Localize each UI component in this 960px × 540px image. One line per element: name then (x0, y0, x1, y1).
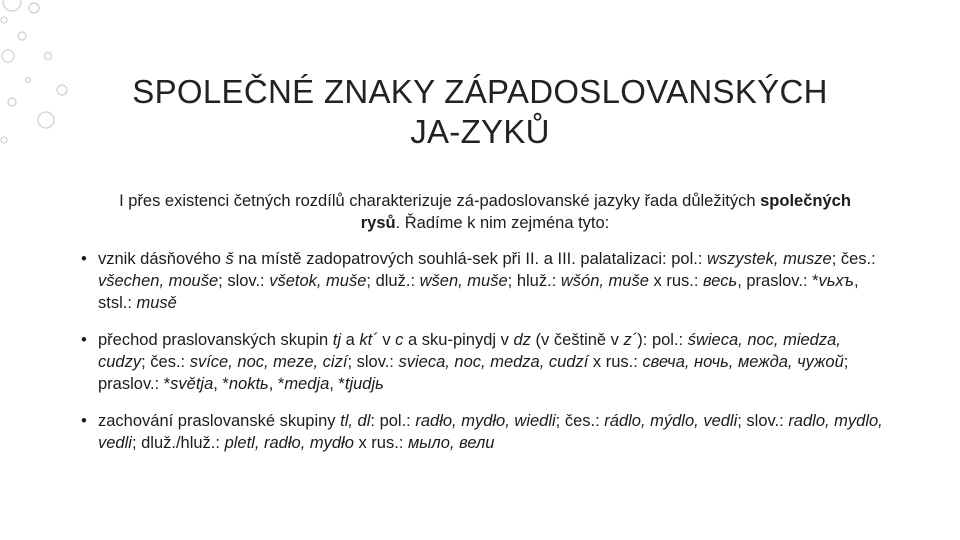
bullet-example-text: rádlo, mýdlo, vedli (604, 412, 738, 430)
bullet-example-text: z´ (623, 331, 638, 349)
bullet-text: a (341, 331, 360, 349)
bullet-example-text: všechen, mouše (98, 272, 219, 290)
bullet-marker: • (81, 250, 87, 268)
decorative-circle (29, 3, 39, 13)
bullet-example-text: svíce, noc, meze, cizí (189, 353, 348, 371)
bullet-text: ; čes.: (141, 353, 190, 371)
bullet-text: , * (213, 375, 229, 393)
bullet-text: ; dluž.: (366, 272, 420, 290)
decorative-circle (18, 32, 26, 40)
bullet-marker: • (81, 412, 87, 430)
bullet-example-text: radło, mydło, wiedli (415, 412, 556, 430)
bullet-example-text: kt´ (359, 331, 378, 349)
bullet-example-text: свеча, ночь, межда, чужой (642, 353, 844, 371)
bullet-example-text: мыло, вели (407, 434, 495, 452)
intro-emphasis: společných rysů (360, 192, 851, 232)
bullet-text: : pol.: (370, 412, 416, 430)
bullet-example-text: noktь (228, 375, 269, 393)
bullet-example-text: musě (136, 294, 177, 312)
bullet-text: ; čes.: (831, 250, 876, 268)
bullet-text: v (377, 331, 396, 349)
bullet-text: přechod praslovanských skupin (98, 331, 333, 349)
intro-text-end: . Řadíme k nim zejména tyto: (395, 214, 610, 232)
bullet-text: (v češtině v (530, 331, 624, 349)
bullet-text: ; praslov.: * (98, 353, 849, 393)
decorative-circle (38, 112, 54, 128)
bullet-text: a sku-pinydj v (403, 331, 514, 349)
decorative-circle (2, 50, 14, 62)
decorative-circle (45, 53, 52, 60)
bullet-item (78, 329, 890, 395)
bullet-text: ; slov.: (218, 272, 270, 290)
bullet-text: ; slov.: (737, 412, 789, 430)
intro-text: I přes existenci četných rozdílů charakterizuje zá-padoslovanské jazyky řada důležitých (119, 192, 761, 210)
bullet-example-text: świeca, noc, miedza, cudzy (98, 331, 841, 371)
bullet-example-text: c (395, 331, 404, 349)
bullet-text: ; hluž.: (507, 272, 561, 290)
bullet-example-text: dz (513, 331, 531, 349)
bullet-example-text: весь (703, 272, 738, 290)
decorative-circle (3, 0, 21, 11)
bullet-example-text: vьхъ (818, 272, 854, 290)
bullet-example-text: pletl, radło, mydło (224, 434, 354, 452)
bullet-text: , * (329, 375, 345, 393)
bullet-example-text: tj (332, 331, 342, 349)
decorative-circle (57, 85, 67, 95)
bullet-example-text: wszystek, musze (706, 250, 832, 268)
bullet-item (78, 248, 890, 314)
page-title (80, 72, 880, 152)
bullet-example-text: medja (284, 375, 330, 393)
bullet-text: ): pol.: (637, 331, 688, 349)
intro-paragraph (100, 190, 870, 234)
title-line-1: SPOLEČNÉ ZNAKY ZÁPADOSLOVANSKÝCH (132, 73, 828, 110)
bullet-text: zachování praslovanské skupiny (98, 412, 341, 430)
bullet-text: vznik dásňového (98, 250, 226, 268)
bullet-text: x rus.: (353, 434, 408, 452)
decorative-circle (8, 98, 16, 106)
title-line-2: JA-ZYKŮ (410, 113, 550, 150)
bullet-text: x rus.: (648, 272, 704, 290)
bullet-text: ; čes.: (555, 412, 605, 430)
bullet-example-text: š (225, 250, 234, 268)
bullet-example-text: tjudjь (344, 375, 384, 393)
bullet-example-text: radlo, mydlo, vedli (98, 412, 883, 452)
bullet-text: , stsl.: (98, 272, 859, 312)
decorative-circle (1, 17, 7, 23)
bullet-text: ; dluž./hluž.: (131, 434, 225, 452)
bullet-text: , praslov.: * (737, 272, 819, 290)
bullet-example-text: tl, dl (340, 412, 371, 430)
bullet-text: na místě zadopatrových souhlá-sek při II. a III. palatalizaci: pol.: (233, 250, 707, 268)
bullet-item (78, 410, 890, 454)
decorative-circle (26, 78, 31, 83)
bullet-example-text: všetok, muše (269, 272, 367, 290)
bullet-example-text: wšen, muše (419, 272, 508, 290)
bullet-marker: • (81, 331, 87, 349)
bullet-list (78, 248, 890, 469)
bullet-example-text: svieca, noc, medza, cudzí (398, 353, 589, 371)
bullet-text: ; slov.: (347, 353, 399, 371)
bullet-text: x rus.: (588, 353, 643, 371)
decorative-circle (1, 137, 7, 143)
bullet-example-text: světja (170, 375, 214, 393)
bullet-text: , * (268, 375, 285, 393)
bullet-example-text: wšón, muše (560, 272, 649, 290)
